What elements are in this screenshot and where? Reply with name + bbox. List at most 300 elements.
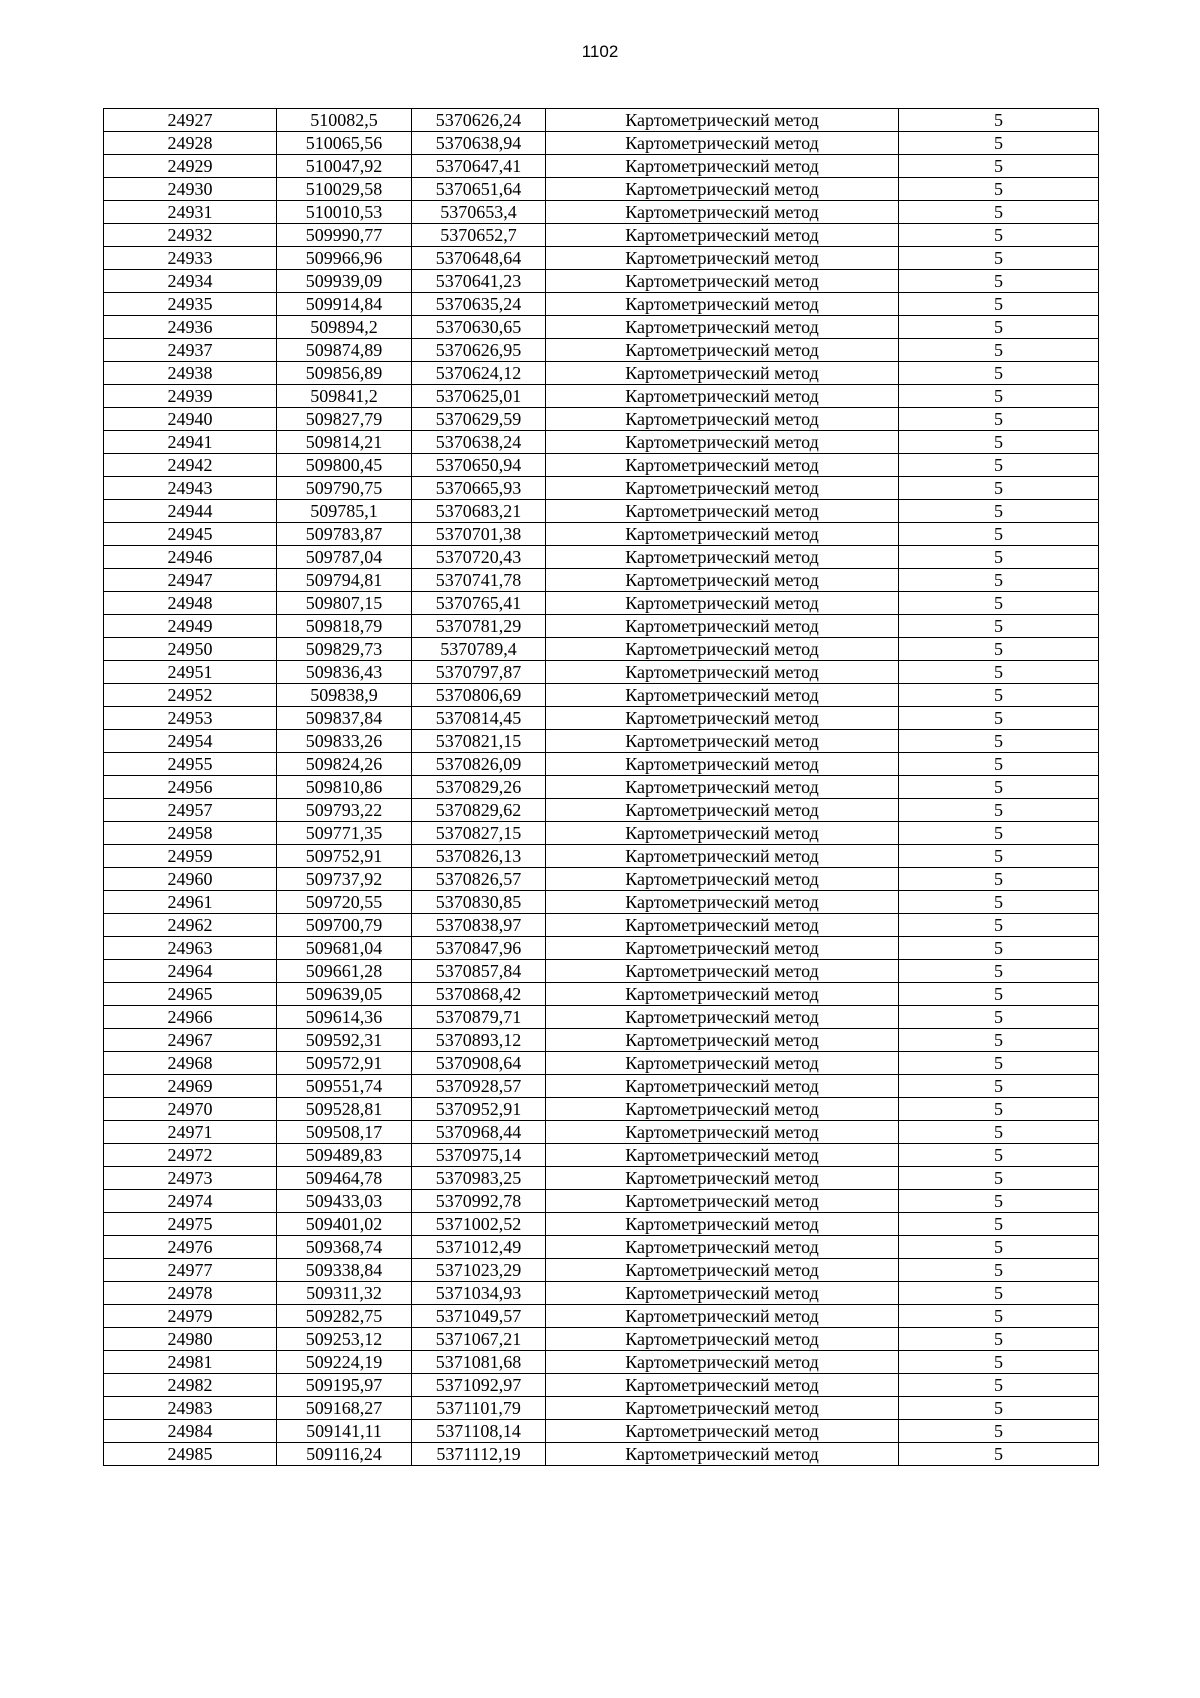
y-coordinate-cell: 5370814,45 — [412, 707, 546, 730]
method-cell: Картометрический метод — [546, 1282, 899, 1305]
table-row — [104, 385, 1099, 408]
method-cell: Картометрический метод — [546, 385, 899, 408]
y-coordinate-cell: 5370665,93 — [412, 477, 546, 500]
point-number-cell: 24927 — [104, 109, 277, 132]
y-coordinate-cell: 5370868,42 — [412, 983, 546, 1006]
table-row — [104, 776, 1099, 799]
x-coordinate-cell: 509841,2 — [277, 385, 412, 408]
table-row — [104, 1167, 1099, 1190]
accuracy-cell: 5 — [899, 891, 1099, 914]
table-row — [104, 270, 1099, 293]
accuracy-cell: 5 — [899, 477, 1099, 500]
method-cell: Картометрический метод — [546, 247, 899, 270]
x-coordinate-cell: 509990,77 — [277, 224, 412, 247]
x-coordinate-cell: 509311,32 — [277, 1282, 412, 1305]
accuracy-cell: 5 — [899, 1236, 1099, 1259]
accuracy-cell: 5 — [899, 132, 1099, 155]
method-cell: Картометрический метод — [546, 500, 899, 523]
table-row — [104, 477, 1099, 500]
point-number-cell: 24967 — [104, 1029, 277, 1052]
point-number-cell: 24943 — [104, 477, 277, 500]
point-number-cell: 24983 — [104, 1397, 277, 1420]
point-number-cell: 24965 — [104, 983, 277, 1006]
accuracy-cell: 5 — [899, 1351, 1099, 1374]
x-coordinate-cell: 509737,92 — [277, 868, 412, 891]
accuracy-cell: 5 — [899, 500, 1099, 523]
y-coordinate-cell: 5371101,79 — [412, 1397, 546, 1420]
method-cell: Картометрический метод — [546, 1236, 899, 1259]
method-cell: Картометрический метод — [546, 109, 899, 132]
x-coordinate-cell: 509401,02 — [277, 1213, 412, 1236]
point-number-cell: 24977 — [104, 1259, 277, 1282]
accuracy-cell: 5 — [899, 1144, 1099, 1167]
method-cell: Картометрический метод — [546, 1075, 899, 1098]
method-cell: Картометрический метод — [546, 1397, 899, 1420]
coordinates-table — [103, 108, 1099, 1466]
method-cell: Картометрический метод — [546, 799, 899, 822]
method-cell: Картометрический метод — [546, 1006, 899, 1029]
table-row — [104, 822, 1099, 845]
table-row — [104, 293, 1099, 316]
method-cell: Картометрический метод — [546, 1305, 899, 1328]
accuracy-cell: 5 — [899, 569, 1099, 592]
table-row — [104, 1282, 1099, 1305]
y-coordinate-cell: 5370629,59 — [412, 408, 546, 431]
accuracy-cell: 5 — [899, 1098, 1099, 1121]
accuracy-cell: 5 — [899, 1259, 1099, 1282]
y-coordinate-cell: 5371092,97 — [412, 1374, 546, 1397]
method-cell: Картометрический метод — [546, 1190, 899, 1213]
y-coordinate-cell: 5370952,91 — [412, 1098, 546, 1121]
table-row — [104, 500, 1099, 523]
accuracy-cell: 5 — [899, 270, 1099, 293]
method-cell: Картометрический метод — [546, 1259, 899, 1282]
x-coordinate-cell: 509837,84 — [277, 707, 412, 730]
table-row — [104, 1190, 1099, 1213]
y-coordinate-cell: 5370975,14 — [412, 1144, 546, 1167]
method-cell: Картометрический метод — [546, 960, 899, 983]
table-row — [104, 707, 1099, 730]
coordinates-table-body — [104, 109, 1099, 1466]
accuracy-cell: 5 — [899, 1190, 1099, 1213]
x-coordinate-cell: 509836,43 — [277, 661, 412, 684]
x-coordinate-cell: 509818,79 — [277, 615, 412, 638]
accuracy-cell: 5 — [899, 730, 1099, 753]
y-coordinate-cell: 5370789,4 — [412, 638, 546, 661]
y-coordinate-cell: 5370992,78 — [412, 1190, 546, 1213]
method-cell: Картометрический метод — [546, 914, 899, 937]
y-coordinate-cell: 5370625,01 — [412, 385, 546, 408]
y-coordinate-cell: 5370826,13 — [412, 845, 546, 868]
table-row — [104, 1098, 1099, 1121]
accuracy-cell: 5 — [899, 1052, 1099, 1075]
accuracy-cell: 5 — [899, 707, 1099, 730]
method-cell: Картометрический метод — [546, 339, 899, 362]
table-row — [104, 1029, 1099, 1052]
x-coordinate-cell: 509771,35 — [277, 822, 412, 845]
accuracy-cell: 5 — [899, 1374, 1099, 1397]
accuracy-cell: 5 — [899, 960, 1099, 983]
point-number-cell: 24978 — [104, 1282, 277, 1305]
y-coordinate-cell: 5370928,57 — [412, 1075, 546, 1098]
table-row — [104, 1374, 1099, 1397]
table-row — [104, 178, 1099, 201]
y-coordinate-cell: 5370829,26 — [412, 776, 546, 799]
table-row — [104, 362, 1099, 385]
accuracy-cell: 5 — [899, 1029, 1099, 1052]
point-number-cell: 24936 — [104, 316, 277, 339]
accuracy-cell: 5 — [899, 937, 1099, 960]
y-coordinate-cell: 5370741,78 — [412, 569, 546, 592]
table-row — [104, 1328, 1099, 1351]
x-coordinate-cell: 509464,78 — [277, 1167, 412, 1190]
table-row — [104, 224, 1099, 247]
x-coordinate-cell: 509800,45 — [277, 454, 412, 477]
table-row — [104, 1305, 1099, 1328]
method-cell: Картометрический метод — [546, 546, 899, 569]
point-number-cell: 24946 — [104, 546, 277, 569]
point-number-cell: 24957 — [104, 799, 277, 822]
accuracy-cell: 5 — [899, 753, 1099, 776]
y-coordinate-cell: 5370838,97 — [412, 914, 546, 937]
y-coordinate-cell: 5370830,85 — [412, 891, 546, 914]
accuracy-cell: 5 — [899, 454, 1099, 477]
accuracy-cell: 5 — [899, 914, 1099, 937]
method-cell: Картометрический метод — [546, 316, 899, 339]
point-number-cell: 24961 — [104, 891, 277, 914]
y-coordinate-cell: 5370648,64 — [412, 247, 546, 270]
y-coordinate-cell: 5370626,24 — [412, 109, 546, 132]
table-row — [104, 523, 1099, 546]
table-row — [104, 937, 1099, 960]
table-row — [104, 1075, 1099, 1098]
method-cell: Картометрический метод — [546, 224, 899, 247]
table-row — [104, 339, 1099, 362]
accuracy-cell: 5 — [899, 592, 1099, 615]
point-number-cell: 24958 — [104, 822, 277, 845]
accuracy-cell: 5 — [899, 201, 1099, 224]
x-coordinate-cell: 509614,36 — [277, 1006, 412, 1029]
x-coordinate-cell: 510082,5 — [277, 109, 412, 132]
y-coordinate-cell: 5370806,69 — [412, 684, 546, 707]
method-cell: Картометрический метод — [546, 201, 899, 224]
y-coordinate-cell: 5370821,15 — [412, 730, 546, 753]
y-coordinate-cell: 5370626,95 — [412, 339, 546, 362]
point-number-cell: 24942 — [104, 454, 277, 477]
y-coordinate-cell: 5370765,41 — [412, 592, 546, 615]
accuracy-cell: 5 — [899, 868, 1099, 891]
x-coordinate-cell: 509783,87 — [277, 523, 412, 546]
x-coordinate-cell: 509838,9 — [277, 684, 412, 707]
table-row — [104, 845, 1099, 868]
accuracy-cell: 5 — [899, 684, 1099, 707]
point-number-cell: 24929 — [104, 155, 277, 178]
x-coordinate-cell: 509966,96 — [277, 247, 412, 270]
method-cell: Картометрический метод — [546, 707, 899, 730]
y-coordinate-cell: 5370638,24 — [412, 431, 546, 454]
accuracy-cell: 5 — [899, 799, 1099, 822]
method-cell: Картометрический метод — [546, 822, 899, 845]
method-cell: Картометрический метод — [546, 592, 899, 615]
accuracy-cell: 5 — [899, 546, 1099, 569]
method-cell: Картометрический метод — [546, 293, 899, 316]
y-coordinate-cell: 5370827,15 — [412, 822, 546, 845]
y-coordinate-cell: 5370879,71 — [412, 1006, 546, 1029]
y-coordinate-cell: 5370826,57 — [412, 868, 546, 891]
point-number-cell: 24956 — [104, 776, 277, 799]
table-row — [104, 1121, 1099, 1144]
table-row — [104, 638, 1099, 661]
table-row — [104, 983, 1099, 1006]
table-row — [104, 1052, 1099, 1075]
method-cell: Картометрический метод — [546, 1144, 899, 1167]
x-coordinate-cell: 510047,92 — [277, 155, 412, 178]
method-cell: Картометрический метод — [546, 178, 899, 201]
x-coordinate-cell: 509528,81 — [277, 1098, 412, 1121]
point-number-cell: 24964 — [104, 960, 277, 983]
x-coordinate-cell: 509368,74 — [277, 1236, 412, 1259]
accuracy-cell: 5 — [899, 1328, 1099, 1351]
x-coordinate-cell: 509508,17 — [277, 1121, 412, 1144]
method-cell: Картометрический метод — [546, 1213, 899, 1236]
x-coordinate-cell: 510029,58 — [277, 178, 412, 201]
method-cell: Картометрический метод — [546, 523, 899, 546]
point-number-cell: 24933 — [104, 247, 277, 270]
point-number-cell: 24959 — [104, 845, 277, 868]
point-number-cell: 24941 — [104, 431, 277, 454]
method-cell: Картометрический метод — [546, 753, 899, 776]
y-coordinate-cell: 5371112,19 — [412, 1443, 546, 1466]
table-row — [104, 431, 1099, 454]
table-row — [104, 1443, 1099, 1466]
x-coordinate-cell: 509195,97 — [277, 1374, 412, 1397]
point-number-cell: 24950 — [104, 638, 277, 661]
y-coordinate-cell: 5370908,64 — [412, 1052, 546, 1075]
y-coordinate-cell: 5370630,65 — [412, 316, 546, 339]
method-cell: Картометрический метод — [546, 1167, 899, 1190]
table-row — [104, 1259, 1099, 1282]
accuracy-cell: 5 — [899, 247, 1099, 270]
accuracy-cell: 5 — [899, 822, 1099, 845]
table-row — [104, 1144, 1099, 1167]
point-number-cell: 24953 — [104, 707, 277, 730]
point-number-cell: 24982 — [104, 1374, 277, 1397]
point-number-cell: 24949 — [104, 615, 277, 638]
table-row — [104, 109, 1099, 132]
x-coordinate-cell: 509253,12 — [277, 1328, 412, 1351]
method-cell: Картометрический метод — [546, 132, 899, 155]
point-number-cell: 24947 — [104, 569, 277, 592]
x-coordinate-cell: 509681,04 — [277, 937, 412, 960]
method-cell: Картометрический метод — [546, 477, 899, 500]
x-coordinate-cell: 509700,79 — [277, 914, 412, 937]
point-number-cell: 24932 — [104, 224, 277, 247]
accuracy-cell: 5 — [899, 109, 1099, 132]
accuracy-cell: 5 — [899, 293, 1099, 316]
table-row — [104, 1006, 1099, 1029]
point-number-cell: 24980 — [104, 1328, 277, 1351]
point-number-cell: 24938 — [104, 362, 277, 385]
table-row — [104, 546, 1099, 569]
table-row — [104, 1397, 1099, 1420]
point-number-cell: 24951 — [104, 661, 277, 684]
y-coordinate-cell: 5370635,24 — [412, 293, 546, 316]
y-coordinate-cell: 5370720,43 — [412, 546, 546, 569]
point-number-cell: 24966 — [104, 1006, 277, 1029]
accuracy-cell: 5 — [899, 339, 1099, 362]
point-number-cell: 24928 — [104, 132, 277, 155]
method-cell: Картометрический метод — [546, 1121, 899, 1144]
y-coordinate-cell: 5370968,44 — [412, 1121, 546, 1144]
method-cell: Картометрический метод — [546, 891, 899, 914]
table-row — [104, 454, 1099, 477]
x-coordinate-cell: 509939,09 — [277, 270, 412, 293]
y-coordinate-cell: 5371012,49 — [412, 1236, 546, 1259]
table-row — [104, 201, 1099, 224]
accuracy-cell: 5 — [899, 1305, 1099, 1328]
accuracy-cell: 5 — [899, 1420, 1099, 1443]
point-number-cell: 24973 — [104, 1167, 277, 1190]
accuracy-cell: 5 — [899, 638, 1099, 661]
table-row — [104, 155, 1099, 178]
x-coordinate-cell: 509807,15 — [277, 592, 412, 615]
accuracy-cell: 5 — [899, 1075, 1099, 1098]
table-row — [104, 569, 1099, 592]
y-coordinate-cell: 5371081,68 — [412, 1351, 546, 1374]
x-coordinate-cell: 509794,81 — [277, 569, 412, 592]
method-cell: Картометрический метод — [546, 937, 899, 960]
table-row — [104, 684, 1099, 707]
point-number-cell: 24968 — [104, 1052, 277, 1075]
method-cell: Картометрический метод — [546, 431, 899, 454]
method-cell: Картометрический метод — [546, 408, 899, 431]
page-number: 1102 — [581, 42, 619, 61]
method-cell: Картометрический метод — [546, 1098, 899, 1121]
point-number-cell: 24972 — [104, 1144, 277, 1167]
point-number-cell: 24935 — [104, 293, 277, 316]
method-cell: Картометрический метод — [546, 454, 899, 477]
method-cell: Картометрический метод — [546, 1029, 899, 1052]
x-coordinate-cell: 509790,75 — [277, 477, 412, 500]
method-cell: Картометрический метод — [546, 845, 899, 868]
table-row — [104, 1213, 1099, 1236]
x-coordinate-cell: 509489,83 — [277, 1144, 412, 1167]
accuracy-cell: 5 — [899, 1121, 1099, 1144]
method-cell: Картометрический метод — [546, 569, 899, 592]
y-coordinate-cell: 5370829,62 — [412, 799, 546, 822]
x-coordinate-cell: 509551,74 — [277, 1075, 412, 1098]
method-cell: Картометрический метод — [546, 661, 899, 684]
x-coordinate-cell: 509829,73 — [277, 638, 412, 661]
point-number-cell: 24970 — [104, 1098, 277, 1121]
accuracy-cell: 5 — [899, 661, 1099, 684]
method-cell: Картометрический метод — [546, 730, 899, 753]
table-row — [104, 730, 1099, 753]
table-row — [104, 316, 1099, 339]
point-number-cell: 24931 — [104, 201, 277, 224]
accuracy-cell: 5 — [899, 523, 1099, 546]
accuracy-cell: 5 — [899, 1443, 1099, 1466]
y-coordinate-cell: 5370647,41 — [412, 155, 546, 178]
method-cell: Картометрический метод — [546, 362, 899, 385]
method-cell: Картометрический метод — [546, 868, 899, 891]
point-number-cell: 24954 — [104, 730, 277, 753]
y-coordinate-cell: 5370624,12 — [412, 362, 546, 385]
accuracy-cell: 5 — [899, 408, 1099, 431]
x-coordinate-cell: 509282,75 — [277, 1305, 412, 1328]
y-coordinate-cell: 5370781,29 — [412, 615, 546, 638]
x-coordinate-cell: 509592,31 — [277, 1029, 412, 1052]
x-coordinate-cell: 509810,86 — [277, 776, 412, 799]
x-coordinate-cell: 509433,03 — [277, 1190, 412, 1213]
x-coordinate-cell: 509720,55 — [277, 891, 412, 914]
y-coordinate-cell: 5370641,23 — [412, 270, 546, 293]
x-coordinate-cell: 509785,1 — [277, 500, 412, 523]
table-row — [104, 1236, 1099, 1259]
y-coordinate-cell: 5371108,14 — [412, 1420, 546, 1443]
y-coordinate-cell: 5370847,96 — [412, 937, 546, 960]
y-coordinate-cell: 5371002,52 — [412, 1213, 546, 1236]
accuracy-cell: 5 — [899, 1006, 1099, 1029]
table-row — [104, 868, 1099, 891]
point-number-cell: 24985 — [104, 1443, 277, 1466]
accuracy-cell: 5 — [899, 431, 1099, 454]
y-coordinate-cell: 5370638,94 — [412, 132, 546, 155]
x-coordinate-cell: 509639,05 — [277, 983, 412, 1006]
accuracy-cell: 5 — [899, 1213, 1099, 1236]
table-row — [104, 799, 1099, 822]
y-coordinate-cell: 5370701,38 — [412, 523, 546, 546]
point-number-cell: 24975 — [104, 1213, 277, 1236]
point-number-cell: 24948 — [104, 592, 277, 615]
point-number-cell: 24955 — [104, 753, 277, 776]
point-number-cell: 24969 — [104, 1075, 277, 1098]
method-cell: Картометрический метод — [546, 684, 899, 707]
point-number-cell: 24945 — [104, 523, 277, 546]
table-row — [104, 960, 1099, 983]
method-cell: Картометрический метод — [546, 1420, 899, 1443]
point-number-cell: 24934 — [104, 270, 277, 293]
y-coordinate-cell: 5370983,25 — [412, 1167, 546, 1190]
accuracy-cell: 5 — [899, 615, 1099, 638]
table-row — [104, 592, 1099, 615]
method-cell: Картометрический метод — [546, 638, 899, 661]
table-row — [104, 615, 1099, 638]
table-row — [104, 891, 1099, 914]
point-number-cell: 24976 — [104, 1236, 277, 1259]
x-coordinate-cell: 509787,04 — [277, 546, 412, 569]
x-coordinate-cell: 509168,27 — [277, 1397, 412, 1420]
x-coordinate-cell: 509874,89 — [277, 339, 412, 362]
y-coordinate-cell: 5371049,57 — [412, 1305, 546, 1328]
y-coordinate-cell: 5370893,12 — [412, 1029, 546, 1052]
accuracy-cell: 5 — [899, 362, 1099, 385]
table-row — [104, 753, 1099, 776]
x-coordinate-cell: 509116,24 — [277, 1443, 412, 1466]
method-cell: Картометрический метод — [546, 776, 899, 799]
point-number-cell: 24944 — [104, 500, 277, 523]
x-coordinate-cell: 509833,26 — [277, 730, 412, 753]
table-row — [104, 1420, 1099, 1443]
y-coordinate-cell: 5370652,7 — [412, 224, 546, 247]
x-coordinate-cell: 509827,79 — [277, 408, 412, 431]
accuracy-cell: 5 — [899, 316, 1099, 339]
accuracy-cell: 5 — [899, 1167, 1099, 1190]
table-row — [104, 132, 1099, 155]
y-coordinate-cell: 5370651,64 — [412, 178, 546, 201]
method-cell: Картометрический метод — [546, 155, 899, 178]
point-number-cell: 24962 — [104, 914, 277, 937]
